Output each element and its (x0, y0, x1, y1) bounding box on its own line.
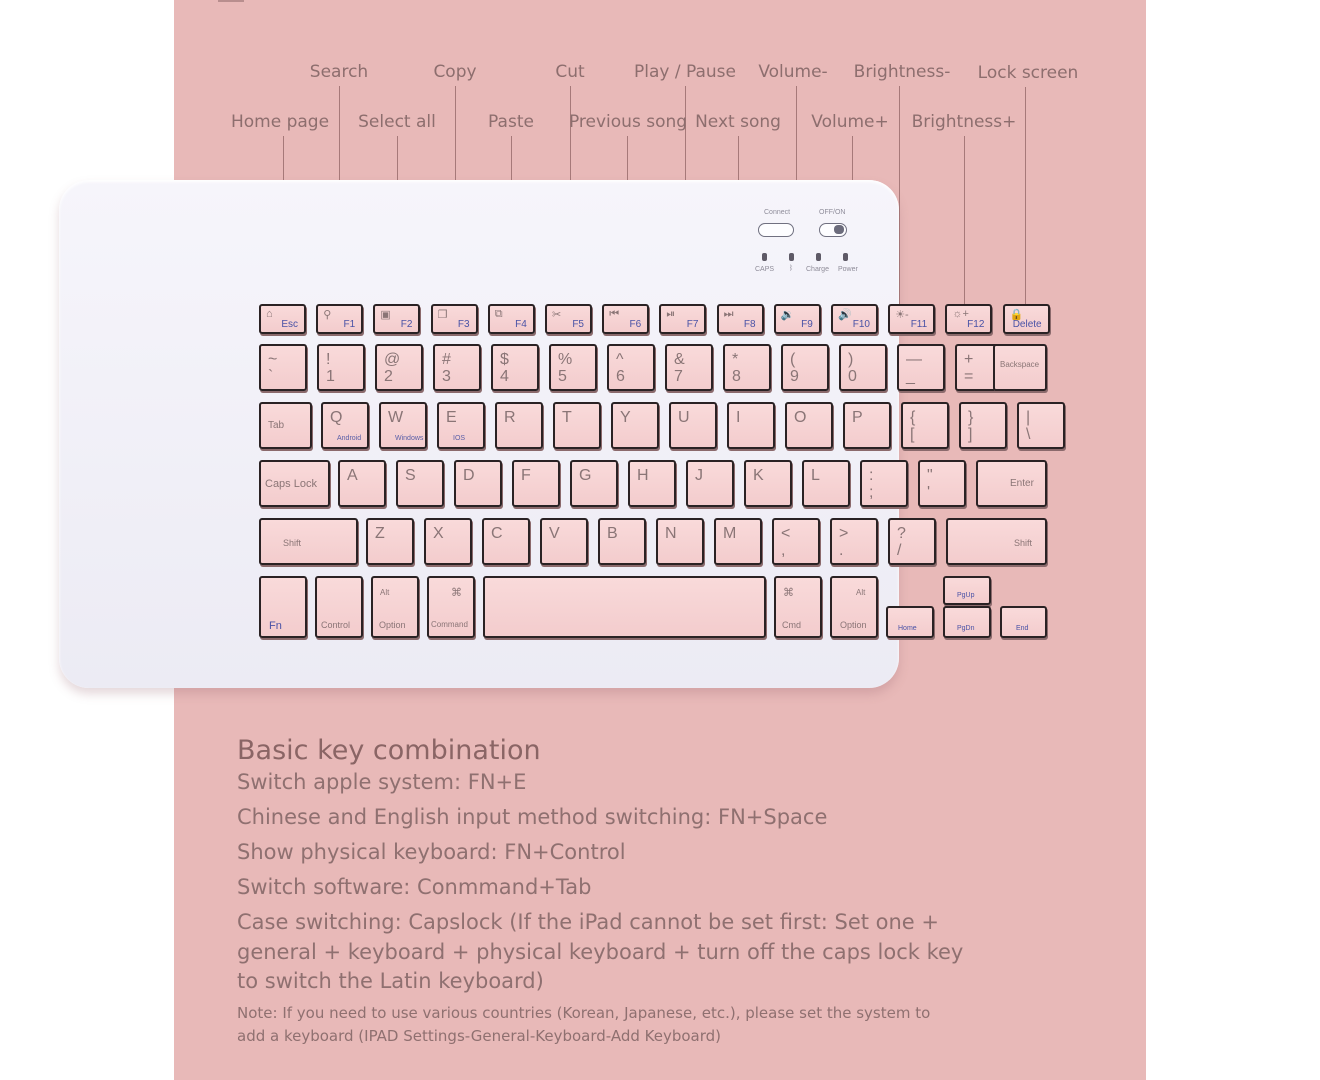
backspace-key (993, 344, 1047, 391)
function-key (774, 304, 821, 334)
letter-key (454, 460, 502, 507)
key-label: H (637, 467, 649, 484)
charge-led (816, 253, 821, 261)
key-label: ' (927, 484, 931, 501)
key-label: Enter (1010, 478, 1034, 489)
callout-leader-line (1025, 87, 1026, 318)
key-label: 🔒 (1009, 309, 1024, 321)
callout-label: Lock screen (977, 63, 1079, 83)
power-switch (819, 223, 847, 237)
key-label: ! (326, 351, 331, 368)
letter-key (772, 518, 820, 565)
key-label: F (521, 467, 531, 484)
command-key (427, 576, 475, 638)
key-label: | (1026, 409, 1031, 426)
key-label: Command (431, 620, 468, 629)
bluetooth-icon: ᛒ (789, 265, 794, 272)
function-key (1003, 304, 1050, 334)
key-label: L (811, 467, 820, 484)
caps-led (762, 253, 767, 261)
pgdn-key (943, 606, 991, 638)
key-label: R (504, 409, 516, 426)
function-key (945, 304, 992, 334)
key-label: & (674, 351, 685, 368)
key-label: J (695, 467, 703, 484)
key-label: Cmd (782, 620, 802, 630)
letter-key (959, 402, 1007, 449)
callout-label: Paste (488, 112, 534, 132)
note-line: add a keyboard (IPAD Settings-General-Keyboard-Add Keyboard) (237, 1027, 722, 1045)
letter-key (338, 460, 386, 507)
letter-key (656, 518, 704, 565)
letter-key (686, 460, 734, 507)
power-led (843, 253, 848, 261)
key-label: ( (790, 351, 796, 368)
key-label: Control (321, 620, 351, 630)
key-label: 0 (848, 368, 857, 385)
key-label: / (897, 542, 902, 559)
key-label: U (678, 409, 690, 426)
key-label: F6 (629, 319, 642, 330)
key-label: P (852, 409, 863, 426)
key-label: % (558, 351, 573, 368)
letter-key (611, 402, 659, 449)
letter-key (901, 402, 949, 449)
key-label: Shift (283, 538, 302, 548)
left-shift-key (259, 518, 358, 565)
key-label: ⌘ (451, 587, 462, 599)
combo-line: general + keyboard + physical keyboard + turn off the caps lock key (237, 940, 964, 964)
function-key (602, 304, 649, 334)
key-label: 9 (790, 368, 799, 385)
key-label: 🔉 (780, 309, 795, 321)
function-key (259, 304, 306, 334)
function-key (545, 304, 592, 334)
key-label: F2 (400, 319, 413, 330)
key-label: 7 (674, 368, 683, 385)
number-key (665, 344, 713, 391)
function-key (431, 304, 478, 334)
key-label: 1 (326, 368, 335, 385)
enter-key (976, 460, 1047, 507)
key-label: 5 (558, 368, 567, 385)
key-label: $ (500, 351, 509, 368)
key-label: Backspace (1000, 360, 1040, 369)
key-label: 3 (442, 368, 451, 385)
letter-key (396, 460, 444, 507)
letter-key (888, 518, 936, 565)
pgup-key (943, 576, 991, 605)
power-switch-knob (834, 225, 844, 234)
function-key (488, 304, 535, 334)
off-on-label: OFF/ON (819, 209, 846, 216)
callout-leader-line (964, 136, 965, 318)
key-label: S (405, 467, 416, 484)
letter-key (843, 402, 891, 449)
number-key (259, 344, 307, 391)
number-key (897, 344, 945, 391)
key-label: , (781, 542, 786, 559)
function-key (717, 304, 764, 334)
key-label: F5 (572, 319, 584, 330)
right-shift-key (946, 518, 1047, 565)
key-label: ⌘ (783, 587, 794, 599)
key-label: < (781, 525, 791, 542)
number-key (607, 344, 655, 391)
letter-key (424, 518, 472, 565)
key-label: Tab (268, 420, 285, 431)
combo-line: Show physical keyboard: FN+Control (237, 840, 626, 864)
number-key (317, 344, 365, 391)
keyboard-illustration (59, 180, 1042, 688)
function-key (831, 304, 878, 334)
letter-key (727, 402, 775, 449)
key-label: ? (897, 525, 906, 542)
key-label: } (968, 409, 974, 426)
letter-key (482, 518, 530, 565)
key-label: Alt (380, 588, 390, 597)
key-label: 6 (616, 368, 625, 385)
key-label: 8 (732, 368, 741, 385)
key-label: ⏭ (723, 308, 734, 320)
key-label: # (442, 351, 451, 368)
letter-key (495, 402, 543, 449)
key-label: ⌂ (266, 308, 273, 320)
letter-key (379, 402, 427, 449)
callout-label: Brightness- (853, 62, 951, 82)
key-label: Shift (1014, 538, 1033, 548)
key-label: End (1016, 625, 1029, 632)
key-label: 4 (500, 368, 509, 385)
letter-key (714, 518, 762, 565)
letter-key (570, 460, 618, 507)
key-label: F1 (343, 319, 356, 330)
key-label: ⧉ (494, 308, 503, 320)
key-label: F7 (686, 319, 699, 330)
key-label: ✂ (552, 309, 562, 321)
letter-key (437, 402, 485, 449)
key-label: ⚲ (323, 309, 332, 321)
letter-key (598, 518, 646, 565)
letter-key (830, 518, 878, 565)
key-label: F11 (910, 319, 928, 330)
key-label: [ (910, 426, 915, 443)
key-label: . (839, 542, 844, 559)
key-label: \ (1026, 426, 1031, 443)
letter-key (669, 402, 717, 449)
letter-key (1017, 402, 1065, 449)
key-label: Home (898, 625, 917, 632)
key-label: F12 (967, 319, 985, 330)
letter-key (321, 402, 369, 449)
key-label: ) (848, 351, 854, 368)
key-label: Caps Lock (265, 478, 317, 490)
fn-key (259, 576, 307, 638)
key-label: Esc (281, 319, 298, 330)
space-bar (483, 576, 766, 638)
number-key (549, 344, 597, 391)
key-label: W (388, 409, 404, 426)
connect-button (758, 223, 794, 237)
top-tab-marker (218, 0, 244, 2)
key-label: 🔊 (838, 309, 852, 321)
key-label: Q (330, 409, 343, 426)
key-label: F8 (743, 319, 756, 330)
home-key (886, 606, 934, 638)
key-label: K (753, 467, 764, 484)
key-label: ❐ (437, 309, 448, 321)
letter-key (785, 402, 833, 449)
key-label: + (964, 351, 974, 368)
callout-leader-line (899, 86, 900, 318)
key-label: G (579, 467, 592, 484)
key-label: Fn (269, 620, 282, 632)
callout-label: Next song (695, 112, 781, 132)
tab-key (259, 402, 312, 449)
key-label: * (732, 351, 739, 368)
key-label: I (736, 409, 741, 426)
callout-label: Play / Pause (634, 62, 736, 82)
callout-label: Volume+ (811, 112, 889, 132)
key-label: ` (268, 368, 274, 385)
key-label: : (869, 467, 874, 484)
key-label: " (927, 467, 933, 484)
key-label: Option (840, 620, 867, 630)
combo-line: to switch the Latin keyboard) (237, 969, 544, 993)
key-label: ☀- (895, 309, 909, 321)
key-label: X (433, 525, 444, 542)
end-key (1000, 606, 1047, 638)
charge-label: Charge (806, 266, 829, 273)
key-label: B (607, 525, 618, 542)
number-key (491, 344, 539, 391)
key-label: M (723, 525, 737, 542)
key-label: ; (869, 484, 874, 501)
key-label: Alt (856, 588, 866, 597)
key-label: C (491, 525, 503, 542)
section-heading: Basic key combination (237, 735, 541, 766)
key-label: Option (379, 620, 406, 630)
key-label: F4 (515, 319, 527, 330)
number-key (433, 344, 481, 391)
letter-key (744, 460, 792, 507)
key-label: ^ (616, 351, 624, 368)
letter-key (628, 460, 676, 507)
combo-line: Chinese and English input method switching: FN+Space (237, 805, 828, 829)
function-key (888, 304, 935, 334)
letter-key (540, 518, 588, 565)
key-label: PgDn (957, 625, 975, 632)
key-label: E (446, 409, 457, 426)
key-label: Delete (1012, 319, 1042, 330)
number-key (723, 344, 771, 391)
key-label: — (906, 351, 922, 368)
callout-label: Select all (358, 112, 436, 132)
key-label: A (347, 467, 358, 484)
function-key (659, 304, 706, 334)
key-label: D (463, 467, 475, 484)
callout-label: Cut (555, 62, 585, 82)
callout-label: Previous song (568, 112, 688, 132)
key-label: ☼+ (952, 308, 969, 320)
key-label: ~ (268, 351, 278, 368)
key-label: O (794, 409, 807, 426)
note-line: Note: If you need to use various countries (Korean, Japanese, etc.), please set the system to (237, 1004, 931, 1022)
power-label: Power (838, 266, 858, 273)
key-label: N (665, 525, 677, 542)
letter-key (860, 460, 908, 507)
number-key (781, 344, 829, 391)
key-label: PgUp (957, 592, 975, 599)
key-label: F3 (457, 319, 470, 330)
letter-key (512, 460, 560, 507)
number-key (839, 344, 887, 391)
key-label: ▣ (380, 309, 391, 321)
key-label: IOS (453, 435, 466, 442)
caps-label: CAPS (755, 266, 775, 273)
control-key (315, 576, 363, 638)
function-key (316, 304, 363, 334)
key-label: > (839, 525, 849, 542)
key-label: F9 (801, 319, 813, 330)
key-label: Y (620, 409, 631, 426)
key-label: Z (375, 525, 385, 542)
caps-lock-key (259, 460, 330, 507)
connect-label: Connect (764, 209, 791, 216)
callout-label: Search (309, 62, 369, 82)
callout-label: Copy (433, 62, 477, 82)
function-key (373, 304, 420, 334)
callout-label: Brightness+ (911, 112, 1017, 132)
number-key (375, 344, 423, 391)
cmd-key (774, 576, 822, 638)
letter-key (802, 460, 850, 507)
right-option-key (830, 576, 878, 638)
callout-label: Volume- (758, 62, 828, 82)
letter-key (918, 460, 966, 507)
key-label: ⏯ (666, 308, 676, 320)
callout-label: Home page (230, 112, 330, 132)
combo-line: Switch software: Conmmand+Tab (237, 875, 592, 899)
key-label: ⏮ (609, 308, 620, 320)
key-label: @ (384, 351, 401, 368)
key-label: = (964, 368, 974, 385)
bluetooth-led (789, 253, 794, 261)
letter-key (553, 402, 601, 449)
letter-key (366, 518, 414, 565)
combo-line: Case switching: Capslock (If the iPad cannot be set first: Set one + (237, 910, 940, 934)
key-label: Android (337, 435, 362, 442)
key-label: 2 (384, 368, 393, 385)
key-label: { (910, 409, 916, 426)
left-option-key (371, 576, 419, 638)
key-label: T (562, 409, 572, 426)
key-label: V (549, 525, 560, 542)
key-label: Windows (395, 435, 424, 442)
key-label: _ (906, 368, 915, 385)
combo-line: Switch apple system: FN+E (237, 770, 527, 794)
key-label: F10 (852, 319, 870, 330)
key-label: ] (968, 426, 973, 443)
